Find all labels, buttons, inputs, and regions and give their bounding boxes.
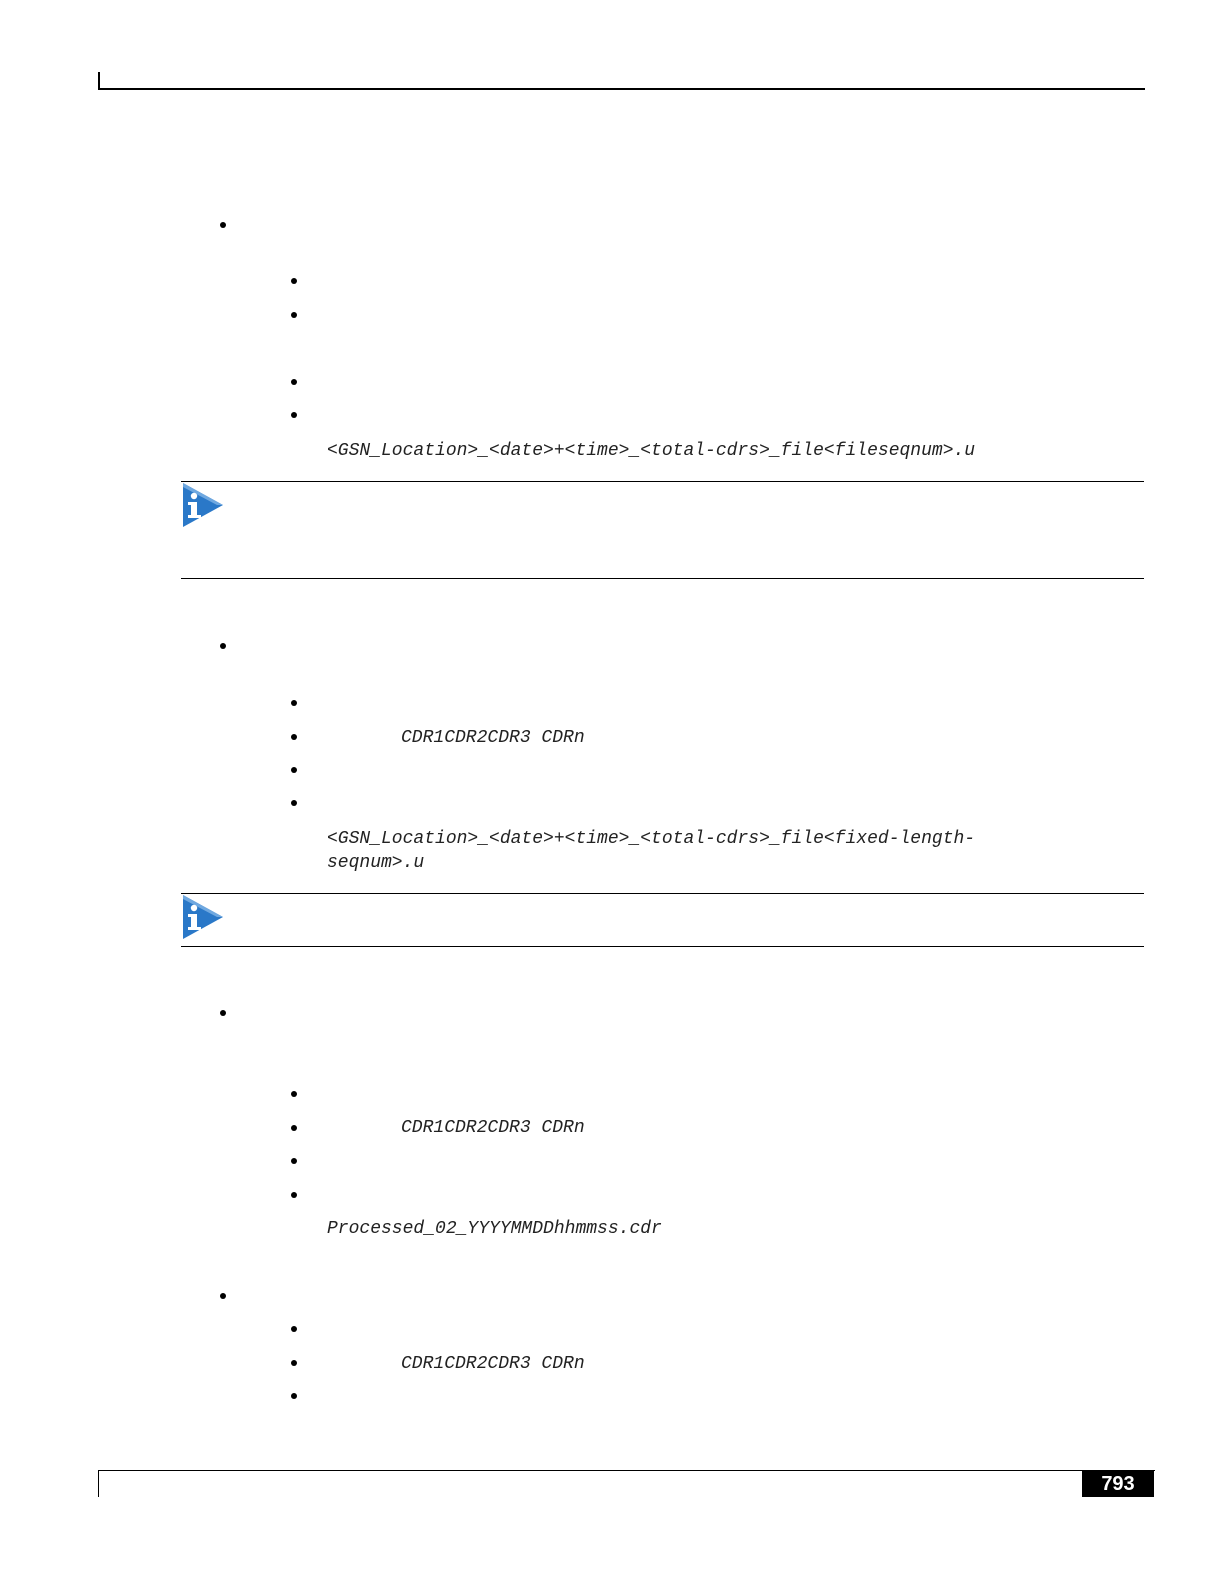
bullet-l2 — [291, 412, 297, 418]
filename-pattern-3: Processed_02_YYYYMMDDhhmmss.cdr — [327, 1219, 662, 1239]
cdr-sequence-4: CDR1CDR2CDR3 CDRn — [401, 1354, 585, 1374]
bullet-l2 — [291, 1360, 297, 1366]
filename-pattern-2-line2: seqnum>.u — [327, 853, 425, 873]
bullet-l2 — [291, 1091, 297, 1097]
bullet-l2 — [291, 1125, 297, 1131]
bullet-l1-section1 — [220, 222, 226, 228]
bullet-l2 — [291, 1393, 297, 1399]
bullet-l2 — [291, 1326, 297, 1332]
bullet-l2 — [291, 734, 297, 740]
footer-tick — [98, 1470, 99, 1497]
bullet-l1-section4 — [220, 1293, 226, 1299]
bullet-l2 — [291, 1192, 297, 1198]
filename-pattern-2-line1: <GSN_Location>_<date>+<time>_<total-cdrs>_file<fixed-length- — [327, 829, 976, 849]
bullet-l2 — [291, 800, 297, 806]
note-bottom-rule — [181, 946, 1144, 947]
bullet-l2 — [291, 767, 297, 773]
bullet-l2 — [291, 379, 297, 385]
cdr-sequence-2: CDR1CDR2CDR3 CDRn — [401, 728, 585, 748]
info-note-icon — [181, 481, 225, 529]
bullet-l2 — [291, 312, 297, 318]
footer-rule — [98, 1470, 1155, 1471]
note-bottom-rule — [181, 578, 1144, 579]
bullet-l2 — [291, 1158, 297, 1164]
bullet-l2 — [291, 278, 297, 284]
note-top-rule — [181, 481, 1144, 482]
page-number: 793 — [1082, 1471, 1154, 1497]
header-rule — [98, 88, 1145, 90]
filename-pattern-1: <GSN_Location>_<date>+<time>_<total-cdrs>_file<fileseqnum>.u — [327, 441, 976, 461]
bullet-l1-section3 — [220, 1010, 226, 1016]
cdr-sequence-3: CDR1CDR2CDR3 CDRn — [401, 1118, 585, 1138]
note-top-rule — [181, 893, 1144, 894]
bullet-l1-section2 — [220, 643, 226, 649]
bullet-l2 — [291, 700, 297, 706]
info-note-icon — [181, 893, 225, 941]
